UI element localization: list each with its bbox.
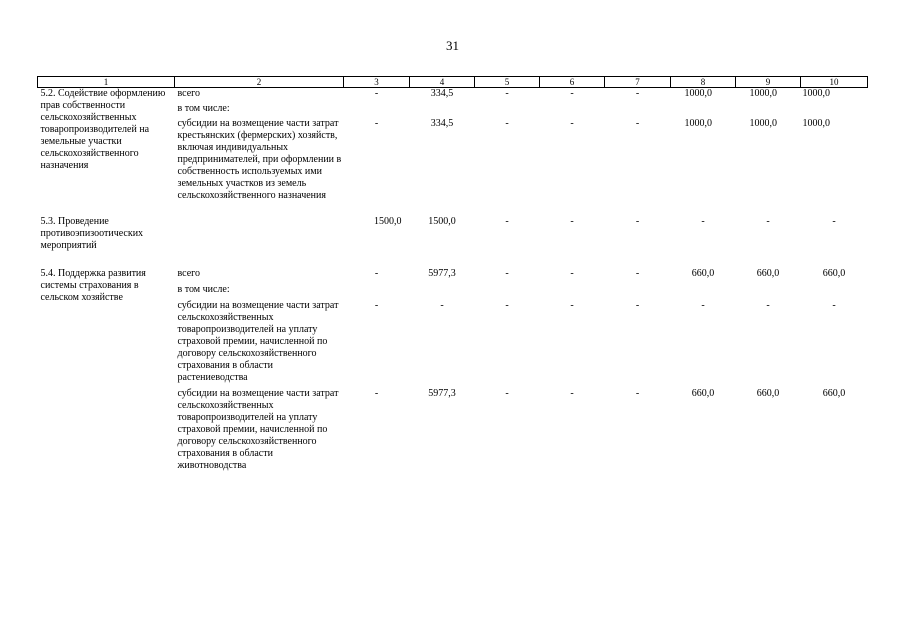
value-cell: 660,0	[691, 388, 715, 399]
row-label: субсидии на возмещение части затрат крестьянских (фермерских) хозяйств, включая индивидуальных предпринимателей, при оформлении в собственность используемых ими земельных участков из земель сельскохозяйственного назначения	[177, 118, 342, 201]
value-cell: -	[505, 118, 509, 129]
value-cell: -	[635, 88, 640, 99]
value-cell: -	[505, 88, 509, 99]
value-cell: 1000,0	[749, 118, 777, 129]
value-cell: 660,0	[822, 268, 846, 279]
table-row	[38, 88, 868, 101]
value-cell: -	[570, 388, 574, 399]
value-cell: -	[374, 388, 379, 399]
table-row	[38, 216, 868, 252]
section-title: 5.2. Содействие оформлению прав собственности сельскохозяйственных товаропроизводителей на земельные участки сельскохозяйственного назначения	[40, 88, 166, 171]
value-cell: 5977,3	[428, 388, 456, 399]
row-label: субсидии на возмещение части затрат сельскохозяйственных товаропроизводителей на уплату страховой премии, начисленной по договору сельскохозяйственного страхования в области растениеводства	[177, 300, 339, 383]
section-title: 5.3. Проведение противоэпизоотических мероприятий	[40, 216, 144, 251]
value-cell: -	[374, 118, 379, 129]
value-cell: -	[570, 300, 574, 311]
value-cell: -	[635, 388, 640, 399]
value-cell: -	[570, 88, 574, 99]
header-cell: 7	[605, 77, 671, 88]
header-cell: 8	[671, 77, 736, 88]
value-cell: 660,0	[822, 388, 846, 399]
value-cell: -	[635, 268, 640, 279]
value-cell: -	[570, 216, 574, 227]
value-cell: 660,0	[756, 388, 780, 399]
header-cell: 10	[801, 77, 868, 88]
value-cell: -	[374, 268, 379, 279]
value-cell: 1500,0	[374, 216, 402, 227]
value-cell: -	[832, 216, 836, 227]
value-cell: 1500,0	[428, 216, 456, 227]
header-cell: 3	[344, 77, 410, 88]
value-cell: 1000,0	[684, 88, 712, 99]
value-cell: -	[440, 300, 444, 311]
row-label: субсидии на возмещение части затрат сельскохозяйственных товаропроизводителей на уплату страховой премии, начисленной по договору сельскохозяйственного страхования в области животноводства	[177, 388, 339, 471]
value-cell: 1000,0	[749, 88, 777, 99]
header-cell: 5	[475, 77, 540, 88]
header-cell: 2	[175, 77, 344, 88]
table-row	[38, 268, 868, 280]
value-cell: 1000,0	[802, 118, 830, 129]
header-cell: 6	[540, 77, 605, 88]
value-cell: -	[505, 388, 509, 399]
value-cell: -	[635, 300, 640, 311]
value-cell: -	[505, 268, 509, 279]
value-cell: -	[701, 216, 705, 227]
header-cell: 4	[410, 77, 475, 88]
value-cell: -	[701, 300, 705, 311]
row-label: в том числе:	[177, 103, 230, 114]
header-row	[38, 77, 868, 88]
value-cell: 660,0	[756, 268, 780, 279]
row-label: всего	[177, 268, 201, 279]
value-cell: -	[570, 268, 574, 279]
row-label: в том числе:	[177, 284, 230, 295]
value-cell: -	[374, 88, 379, 99]
value-cell: 1000,0	[684, 118, 712, 129]
section-title: 5.4. Поддержка развития системы страхования в сельском хозяйстве	[40, 268, 146, 303]
value-cell: 660,0	[691, 268, 715, 279]
value-cell: 1000,0	[802, 88, 830, 99]
value-cell: -	[505, 216, 509, 227]
header-cell: 1	[38, 77, 175, 88]
value-cell: -	[766, 300, 770, 311]
page-number: 31	[446, 38, 459, 53]
value-cell: -	[570, 118, 574, 129]
value-cell: 5977,3	[428, 268, 456, 279]
value-cell: -	[635, 216, 640, 227]
budget-table	[37, 76, 868, 472]
value-cell: -	[374, 300, 379, 311]
header-cell: 9	[736, 77, 801, 88]
value-cell: -	[635, 118, 640, 129]
value-cell: 334,5	[430, 118, 454, 129]
value-cell: -	[832, 300, 836, 311]
value-cell: 334,5	[430, 88, 454, 99]
row-label: всего	[177, 88, 201, 99]
value-cell: -	[505, 300, 509, 311]
value-cell: -	[766, 216, 770, 227]
